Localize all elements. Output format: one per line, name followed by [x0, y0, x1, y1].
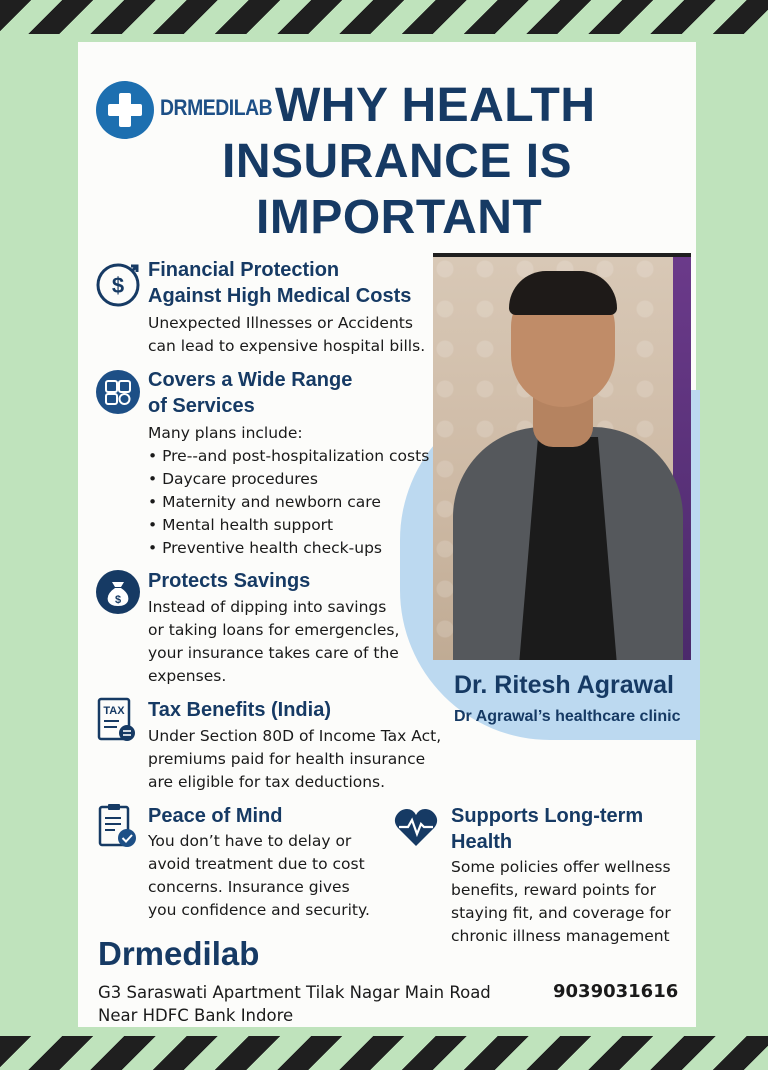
footer-phone[interactable]: 9039031616	[553, 981, 679, 1002]
section-title-tax-benefits: Tax Benefits (India)	[148, 699, 331, 721]
svg-text:$: $	[114, 594, 122, 606]
page-title-line-2: INSURANCE IS	[222, 135, 573, 188]
heart-pulse-icon	[393, 806, 439, 848]
medical-devices-icon	[96, 370, 140, 414]
top-stripe-border	[0, 0, 768, 34]
list-item: • Daycare procedures	[148, 468, 429, 491]
section-title-protects-savings: Protects Savings	[148, 570, 311, 592]
section-body-wide-range: Many plans include: • Pre--and post-hospitalization costs • Daycare procedures • Maternity and newborn care • Mental health support • Preventive health check-ups	[148, 422, 429, 560]
footer-brand: Drmedilab	[98, 935, 260, 972]
section-title-long-term-health: Supports Long-term Health	[451, 805, 644, 853]
footer-address: G3 Saraswati Apartment Tilak Nagar Main Road Near HDFC Bank Indore	[98, 983, 491, 1025]
money-bag-icon	[96, 570, 140, 614]
dollar-icon	[95, 262, 141, 308]
list-item: • Maternity and newborn care	[148, 491, 429, 514]
clipboard-check-icon	[97, 802, 139, 850]
section-body-peace-of-mind: You don’t have to delay or avoid treatment due to cost concerns. Insurance gives you confidence and security.	[148, 832, 370, 919]
section-body-tax-benefits: Under Section 80D of Income Tax Act, premiums paid for health insurance are eligible for tax deductions.	[148, 727, 442, 791]
svg-text:$: $	[111, 273, 125, 298]
list-item: • Pre--and post-hospitalization costs	[148, 445, 429, 468]
section-body-protects-savings: Instead of dipping into savings or taking loans for emergencles, your insurance takes care of the expenses.	[148, 598, 400, 685]
svg-text:TAX: TAX	[103, 705, 125, 717]
doctor-photo	[433, 253, 691, 660]
list-item: • Mental health support	[148, 514, 429, 537]
page-title-line-3: IMPORTANT	[256, 191, 543, 244]
section-body-long-term-health: Some policies offer wellness benefits, reward points for staying fit, and coverage for chronic illness management	[451, 858, 671, 945]
bottom-stripe-border	[0, 1036, 768, 1070]
section-title-financial-protection: Financial Protection Against High Medical Costs	[148, 259, 412, 307]
section-title-peace-of-mind: Peace of Mind	[148, 805, 283, 827]
section-title-wide-range: Covers a Wide Range of Services	[148, 369, 353, 417]
tax-document-icon	[97, 697, 137, 743]
page-title-line-1: WHY HEALTH	[275, 79, 596, 132]
brand-logo-text: DRMEDILAB	[160, 95, 273, 120]
doctor-clinic: Dr Agrawal’s healthcare clinic	[454, 708, 681, 725]
section-body-financial-protection: Unexpected Illnesses or Accidents can lead to expensive hospital bills.	[148, 314, 426, 355]
doctor-name: Dr. Ritesh Agrawal	[454, 671, 674, 699]
list-item: • Preventive health check-ups	[148, 537, 429, 560]
medical-cross-logo-icon	[96, 81, 154, 139]
